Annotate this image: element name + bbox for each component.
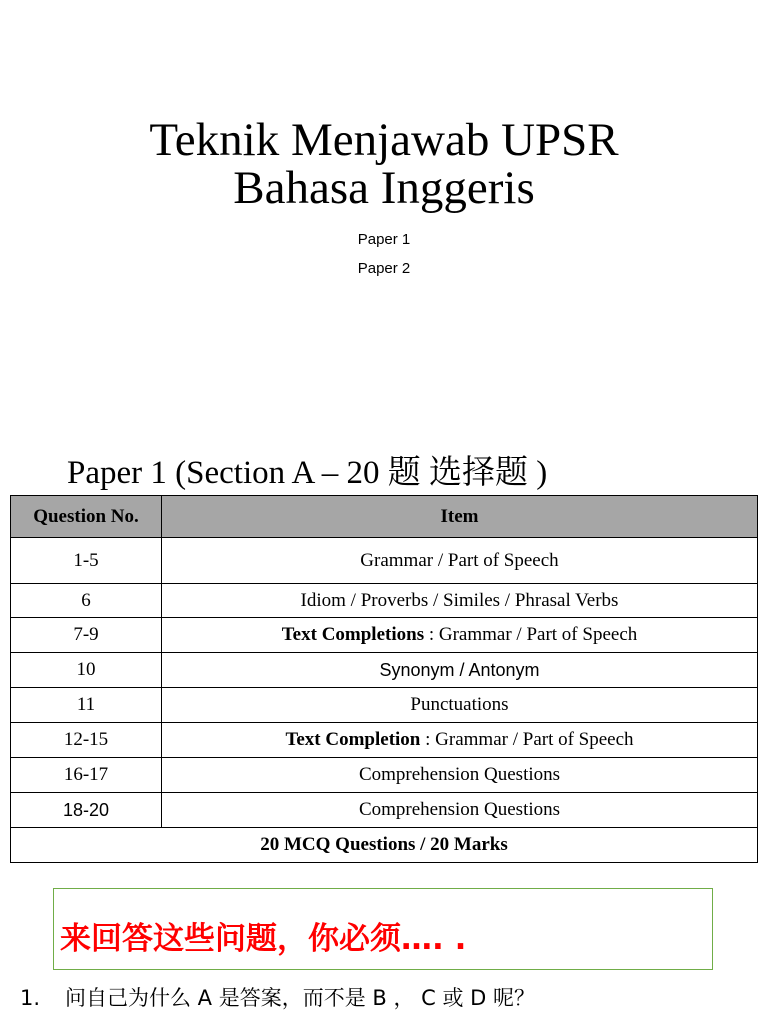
paper-2-label: Paper 2 — [357, 260, 411, 277]
page-title — [0, 116, 768, 212]
paper-list — [0, 230, 768, 288]
row-item — [162, 758, 758, 793]
table-row — [11, 758, 758, 793]
question-list-item — [20, 982, 535, 1012]
row-question-no: 1-5 — [11, 538, 162, 584]
question-text: 问自己为什么 A 是答案，而不是 B ， C 或 D 呢？ — [65, 986, 536, 1010]
row-item — [162, 653, 758, 688]
table-row — [11, 653, 758, 688]
table-footer: 20 MCQ Questions / 20 Marks — [11, 828, 758, 863]
row-item-text: Comprehension Questions — [358, 799, 561, 820]
row-item — [162, 723, 758, 758]
table-row — [11, 538, 758, 584]
row-question-no: 12-15 — [11, 723, 162, 758]
question-number: 1. — [20, 986, 41, 1010]
title-line-1: Teknik Menjawab UPSR — [149, 114, 619, 166]
note-text: 来回答这些问题，你必须…. . — [60, 921, 467, 957]
table-row — [11, 723, 758, 758]
row-item-text: Idiom / Proverbs / Similes / Phrasal Verbs — [300, 589, 619, 611]
row-item-bold: Text Completion — [285, 729, 421, 750]
row-item-bold: Text Completions — [281, 624, 425, 645]
row-item — [162, 618, 758, 653]
row-item — [162, 688, 758, 723]
row-question-no: 11 — [11, 688, 162, 723]
row-question-no: 16-17 — [11, 758, 162, 793]
row-item-text: : Grammar / Part of Speech — [424, 624, 638, 645]
row-item — [162, 793, 758, 828]
section-title: Paper 1 (Section A – 20 题 选择题 ) — [67, 455, 548, 491]
note-box — [53, 888, 713, 970]
row-item-text: : Grammar / Part of Speech — [420, 729, 634, 750]
row-item — [162, 538, 758, 584]
paper-1-label: Paper 1 — [357, 231, 411, 248]
header-item: Item — [162, 496, 758, 538]
row-question-no: 6 — [11, 584, 162, 618]
row-question-no: 10 — [11, 653, 162, 688]
items-table — [10, 495, 758, 863]
table-footer-row — [11, 828, 758, 863]
table-row — [11, 793, 758, 828]
row-question-no: 18-20 — [11, 793, 162, 828]
table-row — [11, 618, 758, 653]
row-item-text: Punctuations — [410, 694, 509, 715]
row-item-text: Synonym / Antonym — [379, 659, 540, 680]
table-header-row — [11, 496, 758, 538]
row-item-text: Grammar / Part of Speech — [360, 549, 559, 571]
row-item-text: Comprehension Questions — [358, 764, 561, 785]
header-question-no: Question No. — [11, 496, 162, 538]
row-item — [162, 584, 758, 618]
title-line-2: Bahasa Inggeris — [233, 162, 535, 214]
row-question-no: 7-9 — [11, 618, 162, 653]
table-row — [11, 688, 758, 723]
table-row — [11, 584, 758, 618]
